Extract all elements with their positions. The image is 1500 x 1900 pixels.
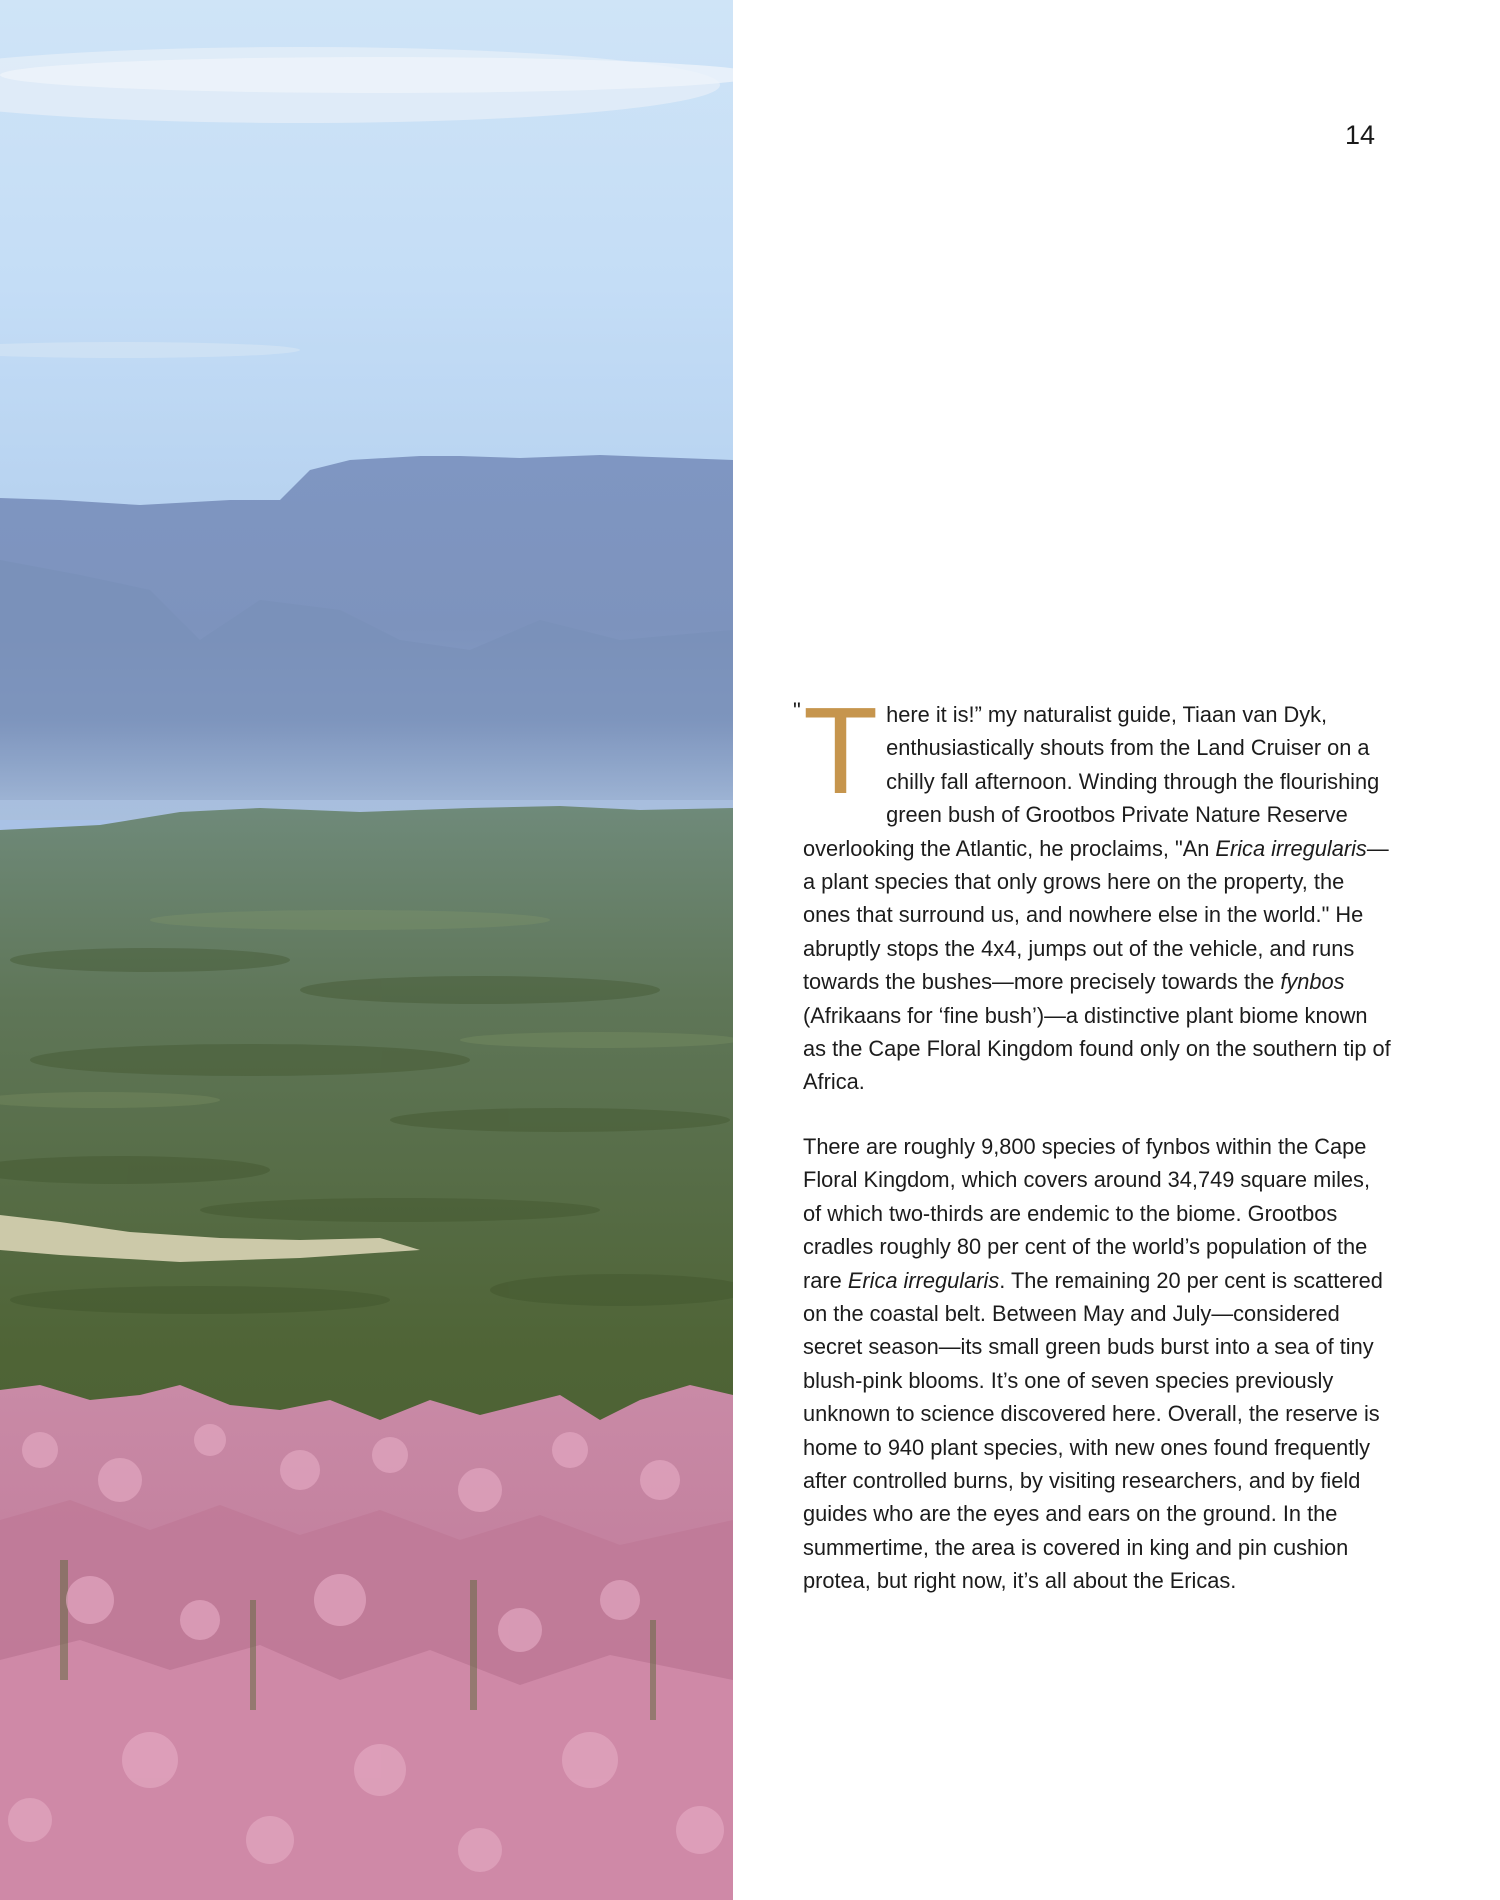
paragraph-1-part-a: here it is!” my naturalist guide, Tiaan van Dyk, enthusiastically shouts from the Land Cruiser on a chilly fall afternoon. Winding through the flourishing green bush of Grootbos Private Nature Reserve overlooking the Atlantic, he proclaims, "An — [803, 702, 1380, 861]
paragraph-2-part-b: . The remaining 20 per cent is scattered on the coastal belt. Between May and July—considered secret season—its small green buds burst into a sea of tiny blush-pink blooms. It’s one of seven species previously unknown to science discovered here. Overall, the reserve is home to 940 plant species, with new ones found frequently after controlled burns, by visiting researchers, and by field guides who are the eyes and ears on the ground. In the summertime, the area is covered in king and pin cushion protea, but right now, it’s all about the Ericas. — [803, 1267, 1383, 1594]
paragraph-1-part-c: (Afrikaans for ‘fine bush’)—a distinctive plant biome known as the Cape Floral Kingdom found only on the southern tip of Africa. — [803, 1002, 1391, 1095]
paragraph-1 — [803, 683, 1393, 1099]
species-name: Erica irregularis — [1215, 835, 1367, 861]
paragraph-1-part-b: —a plant species that only grows here on the property, the ones that surround us, and nowhere else in the world." He abruptly stops the 4x4, jumps out of the vehicle, and runs towards the bushes—more precisely towards the — [803, 835, 1389, 995]
cloud-bands — [0, 47, 733, 358]
dropcap: T — [803, 683, 879, 820]
opening-quote-mark: " — [793, 698, 801, 723]
paragraph-2 — [803, 1130, 1393, 1598]
page-number: 14 — [1344, 120, 1375, 150]
article-body — [793, 683, 1393, 1598]
fynbos-landscape-illustration — [0, 0, 733, 1900]
paragraph-2-part-a: There are roughly 9,800 species of fynbos within the Cape Floral Kingdom, which covers around 34,749 square miles, of which two-thirds are endemic to the biome. Grootbos cradles roughly 80 per cent of the world’s population of the rare — [803, 1133, 1371, 1293]
species-name: Erica irregularis — [847, 1267, 1000, 1293]
landscape-photo — [0, 0, 733, 1900]
fynbos-term: fynbos — [1280, 969, 1345, 995]
